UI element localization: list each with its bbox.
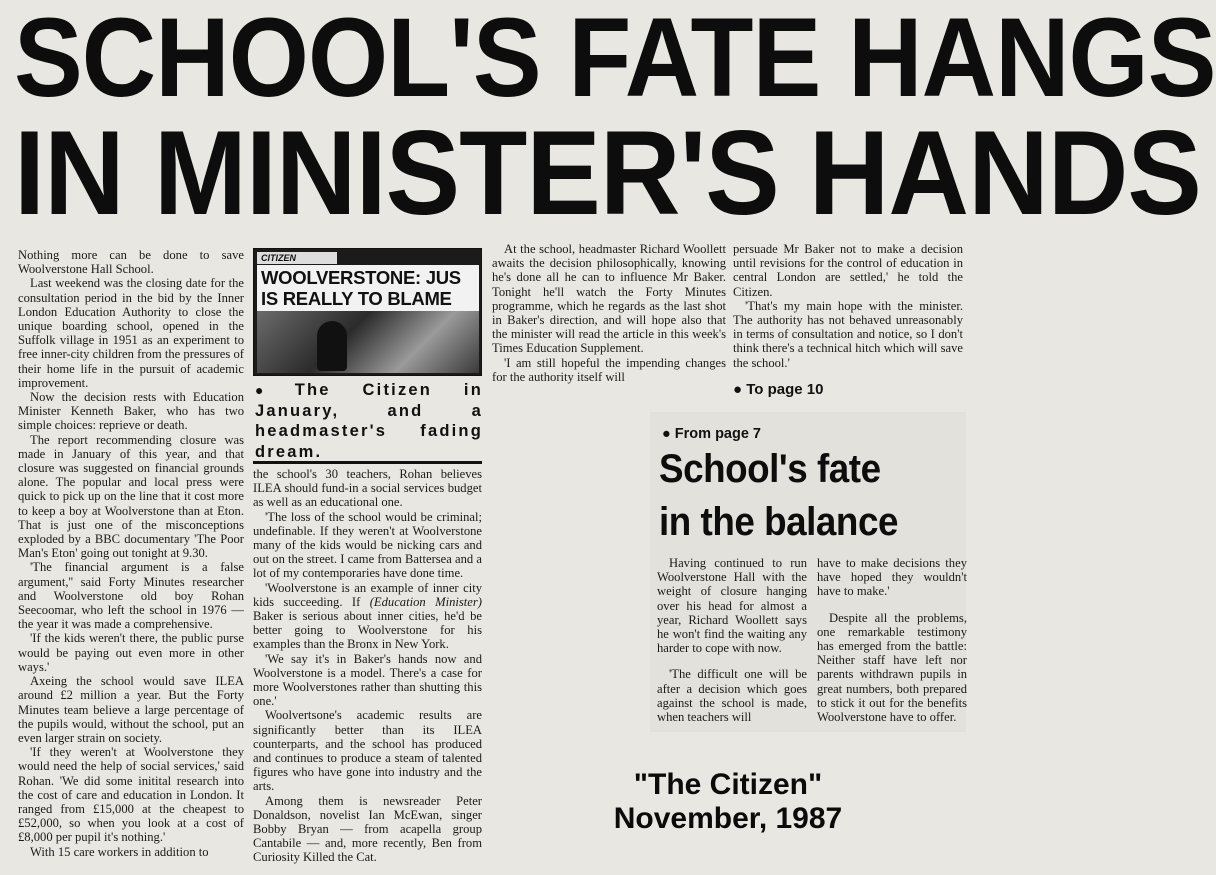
inset-clipping [253,248,482,376]
quote-text: 'Woolverstone is an example of inner city kids succeeding. If [253,580,482,609]
paragraph: 'We say it's in Baker's hands now and Woolverstone is a model. There's a case for more Woolverstones rather than shutting this one.' [253,651,482,709]
paragraph: Axeing the school would save ILEA around £2 million a year. But the Forty Minutes team believe a large percentage of the pupils would, without the school, put an even larger strain on society. [18,674,244,745]
paragraph: persuade Mr Baker not to make a decision until revisions for the control of education in central London are settled,' he told the Citizen. [733,242,963,299]
paragraph: Having continued to run Woolverstone Hall with the weight of closure hanging over his head for almost a year, Richard Woollett says he won't find the waiting any harder to cope with now. [657,556,807,656]
continuation-column-2 [817,556,967,736]
main-headline-line1: SCHOOL'S FATE HANGS [14,0,1216,120]
main-headline-line2: IN MINISTER'S HANDS [14,106,1201,240]
inset-headline [257,265,479,311]
article-column-2 [253,467,482,867]
bullet-icon: ● [255,382,291,398]
paragraph: At the school, headmaster Richard Woollett awaits the decision philosophically, knowing he's done all he can to influence Mr Baker. Tonight he'll watch the Forty Minutes programme, which he regards as the last shot in Baker's direction, and will hope also that the minister will read the article in this week's Times Education Supplement. [492,242,726,356]
paragraph: With 15 care workers in addition to [30,844,209,859]
paragraph: 'I am still hopeful the impending changes for the authority itself will [492,355,726,384]
article-column-4 [733,242,963,376]
quote-aside: (Education Minister) [369,594,482,609]
from-page-reference: ● From page 7 [662,426,762,442]
inset-caption-text: The Citizen in January, and a headmaster's fading dream. [255,381,483,461]
paragraph: 'If they weren't at Woolverstone they would need the help of social services,' said Rohan. 'We did some initital research into the cost of care and education in London. It ranged from £15,000 at the cheapest to £52,000, so when you look at a cost of £8,000 per pupil it's nothing.' [18,745,244,845]
continuation-headline-line1: School's fate [659,447,881,491]
continuation-column-1 [657,556,807,736]
inset-headline-line2: IS REALLY TO BLAME [261,288,452,309]
paragraph: Despite all the problems, one remarkable testimony has emerged from the battle: Neither staff have left nor parents withdrawn pupils in great numbers, both prepared to stick it out for the benefits Woolverstone have to offer. [817,610,967,725]
paragraph: have to make decisions they have hoped they wouldn't have to make.' [817,556,967,599]
inset-masthead-tag: CITIZEN [257,252,337,264]
caption-divider [253,461,482,464]
inset-photo [257,311,479,373]
paragraph: The report recommending closure was made in January of this year, and that closure was suggested on financial grounds alone. The popular and local press were quick to pick up on the line that it cost more to keep a boy at Woolverstone than at Eton. That is just one of the misconceptions exploded by a BBC documentary 'The Poor Man's Eton' going out tonight at 9.30. [18,432,244,561]
continuation-headline-line2: in the balance [659,500,898,544]
paragraph [253,581,482,652]
paragraph: 'The difficult one will be after a decision which goes against the school is made, when teachers will [657,667,807,725]
inset-caption [255,380,483,462]
inset-headline-line1: WOOLVERSTONE: JUS [261,267,461,288]
paragraph: 'That's my main hope with the minister. The authority has not behaved unreasonably in terms of consultation and notice, so I don't think there's a technical hitch which will save the school.' [733,298,963,370]
paragraph: 'If the kids weren't there, the public purse would be paying out even more in other ways.' [18,631,244,674]
paragraph: 'The loss of the school would be criminal; undefinable. If they weren't at Woolverstone many of the kids would be nicking cars and out on the street. I came from Battersea and a lot of my contemporaries have done time. [253,509,482,581]
paragraph: Woolvertsone's academic results are significantly better than its ILEA counterparts, and the school has produced and continues to produce a steam of talented figures who have gone into industry and the arts. [253,708,482,794]
paragraph: 'The financial argument is a false argument,'' said Forty Minutes researcher and Woolverstone old boy Rohan Seecoomar, who left the school in 1976 — the year it was made a comprehensive. [18,560,244,632]
paragraph: Last weekend was the closing date for the consultation period in the bid by the Inner London Education Authority to close the unique boarding school, opened in the Suffolk village in 1951 as an experiment to free inner-city children from the pressures of their home life in the pursuit of academic improvement. [18,276,244,390]
paragraph: Among them is newsreader Peter Donaldson, novelist Ian McEwan, singer Bobby Bryan — from acapella group Cantabile — and, more recently, Ben from Curiosity Killed the Cat. [253,793,482,865]
article-column-1 [18,248,244,868]
paragraph: Nothing more can be done to save Woolverstone Hall School. [18,248,244,277]
paragraph: the school's 30 teachers, Rohan believes ILEA should fund-in a social services budget as well as an educational one. [253,467,482,510]
publication-name: "The Citizen" [633,768,823,801]
to-page-reference: ● To page 10 [733,381,824,398]
paragraph: Now the decision rests with Education Minister Kenneth Baker, who has two simple choices: reprieve or death. [18,390,244,433]
quote-text: Baker is serious about inner cities, he'd be better going to Woolverstone for his examples than the Bronx in New York. [253,609,482,652]
publication-date: November, 1987 [613,802,843,835]
person-silhouette [317,321,347,371]
article-column-3 [492,242,726,408]
source-annotation [548,768,908,836]
